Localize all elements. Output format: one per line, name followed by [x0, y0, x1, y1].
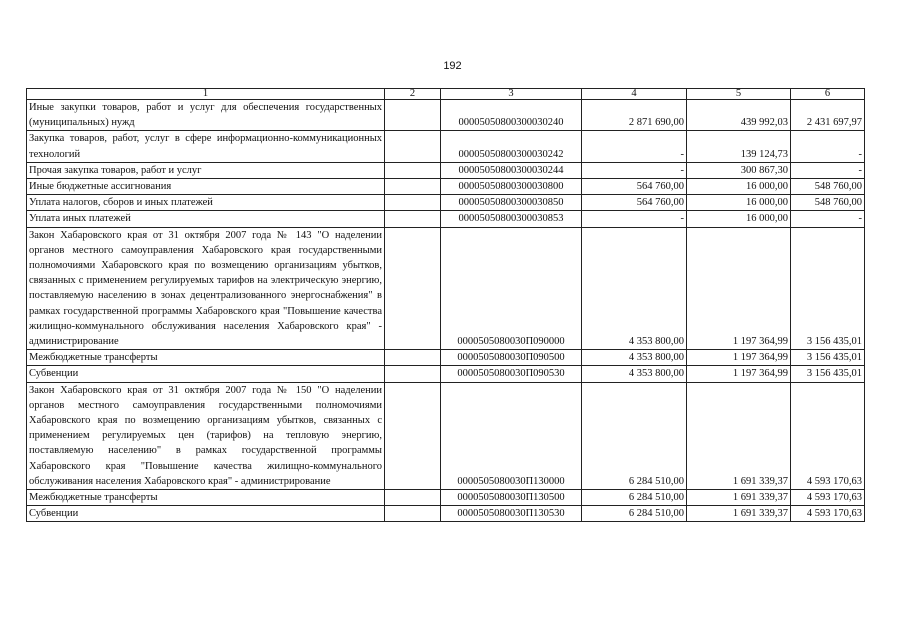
row-executed: 1 197 364,99 [687, 227, 791, 350]
row-plan: 4 353 800,00 [582, 227, 687, 350]
table-row [27, 227, 865, 350]
row-name: Межбюджетные трансферты [27, 350, 385, 366]
row-plan: 564 760,00 [582, 195, 687, 211]
row-code: 0000505080030П090530 [441, 366, 582, 382]
row-code: 00005050800300030244 [441, 162, 582, 178]
row-plan: 4 353 800,00 [582, 350, 687, 366]
row-name: Прочая закупка товаров, работ и услуг [27, 162, 385, 178]
row-code: 00005050800300030850 [441, 195, 582, 211]
row-remainder: 3 156 435,01 [791, 350, 865, 366]
table-row [27, 179, 865, 195]
table-row [27, 100, 865, 131]
column-header: 1 [27, 89, 385, 100]
row-executed: 139 124,73 [687, 131, 791, 162]
row-code: 0000505080030П130500 [441, 490, 582, 506]
column-header: 4 [582, 89, 687, 100]
row-executed: 16 000,00 [687, 195, 791, 211]
row-plan: - [582, 131, 687, 162]
header-row [27, 89, 865, 100]
row-remainder: - [791, 211, 865, 227]
row-executed: 300 867,30 [687, 162, 791, 178]
row-col2 [385, 366, 441, 382]
row-name: Уплата иных платежей [27, 211, 385, 227]
table-row [27, 506, 865, 522]
row-remainder: - [791, 162, 865, 178]
row-remainder: 4 593 170,63 [791, 506, 865, 522]
row-remainder: 4 593 170,63 [791, 382, 865, 489]
row-plan: 6 284 510,00 [582, 382, 687, 489]
row-code: 00005050800300030800 [441, 179, 582, 195]
row-name: Закон Хабаровского края от 31 октября 2007 года № 150 "О наделении органов местного самоуправления государственными полномочиями Хабаровского края по возмещению организациям убытков, связанных с применением регулируемых цен (тарифов) на тепловую энергию, поставляемую населению" в рамках государственной программы Хабаровского края "Повышение качества жилищно-коммунального обслуживания населения Хабаровского края" - администрирование [27, 382, 385, 489]
row-remainder: 3 156 435,01 [791, 227, 865, 350]
row-code: 00005050800300030853 [441, 211, 582, 227]
row-col2 [385, 490, 441, 506]
row-remainder: 4 593 170,63 [791, 490, 865, 506]
row-plan: 4 353 800,00 [582, 366, 687, 382]
row-name: Межбюджетные трансферты [27, 490, 385, 506]
row-col2 [385, 100, 441, 131]
table-row [27, 211, 865, 227]
table-row [27, 131, 865, 162]
row-plan: 6 284 510,00 [582, 490, 687, 506]
row-name: Иные закупки товаров, работ и услуг для обеспечения государственных (муниципальных) нужд [27, 100, 385, 131]
row-plan: - [582, 162, 687, 178]
row-executed: 1 691 339,37 [687, 382, 791, 489]
row-name: Субвенции [27, 506, 385, 522]
table-row [27, 195, 865, 211]
column-header: 3 [441, 89, 582, 100]
row-executed: 439 992,03 [687, 100, 791, 131]
row-col2 [385, 506, 441, 522]
row-col2 [385, 195, 441, 211]
table-row [27, 350, 865, 366]
row-col2 [385, 211, 441, 227]
column-header: 6 [791, 89, 865, 100]
row-executed: 1 691 339,37 [687, 490, 791, 506]
row-executed: 16 000,00 [687, 179, 791, 195]
table-row [27, 366, 865, 382]
row-col2 [385, 227, 441, 350]
row-code: 00005050800300030242 [441, 131, 582, 162]
row-code: 0000505080030П090500 [441, 350, 582, 366]
row-executed: 1 691 339,37 [687, 506, 791, 522]
row-plan: 564 760,00 [582, 179, 687, 195]
row-code: 0000505080030П130530 [441, 506, 582, 522]
table-row [27, 162, 865, 178]
row-plan: 6 284 510,00 [582, 506, 687, 522]
table-row [27, 490, 865, 506]
row-executed: 1 197 364,99 [687, 366, 791, 382]
row-remainder: 3 156 435,01 [791, 366, 865, 382]
row-code: 0000505080030П130000 [441, 382, 582, 489]
row-col2 [385, 162, 441, 178]
row-executed: 16 000,00 [687, 211, 791, 227]
row-name: Закон Хабаровского края от 31 октября 2007 года № 143 "О наделении органов местного самоуправления Хабаровского края государственными полномочиями Хабаровского края по возмещению организациям убытков, связанных с применением регулируемых тарифов на электрическую энергию, поставляемую населению в зонах децентрализованного энергоснабжения" в рамках государственной программы Хабаровского края "Повышение качества жилищно-коммунального обслуживания населения Хабаровского края" - администрирование [27, 227, 385, 350]
row-name: Иные бюджетные ассигнования [27, 179, 385, 195]
row-col2 [385, 350, 441, 366]
column-header: 5 [687, 89, 791, 100]
row-remainder: 548 760,00 [791, 179, 865, 195]
row-name: Субвенции [27, 366, 385, 382]
row-remainder: - [791, 131, 865, 162]
table-row [27, 382, 865, 489]
row-name: Закупка товаров, работ, услуг в сфере информационно-коммуникационных технологий [27, 131, 385, 162]
budget-table [26, 88, 865, 522]
row-col2 [385, 179, 441, 195]
row-col2 [385, 382, 441, 489]
row-col2 [385, 131, 441, 162]
row-plan: - [582, 211, 687, 227]
row-executed: 1 197 364,99 [687, 350, 791, 366]
row-code: 0000505080030П090000 [441, 227, 582, 350]
page-number: 192 [443, 60, 462, 72]
row-plan: 2 871 690,00 [582, 100, 687, 131]
row-remainder: 548 760,00 [791, 195, 865, 211]
row-code: 00005050800300030240 [441, 100, 582, 131]
row-remainder: 2 431 697,97 [791, 100, 865, 131]
column-header: 2 [385, 89, 441, 100]
row-name: Уплата налогов, сборов и иных платежей [27, 195, 385, 211]
